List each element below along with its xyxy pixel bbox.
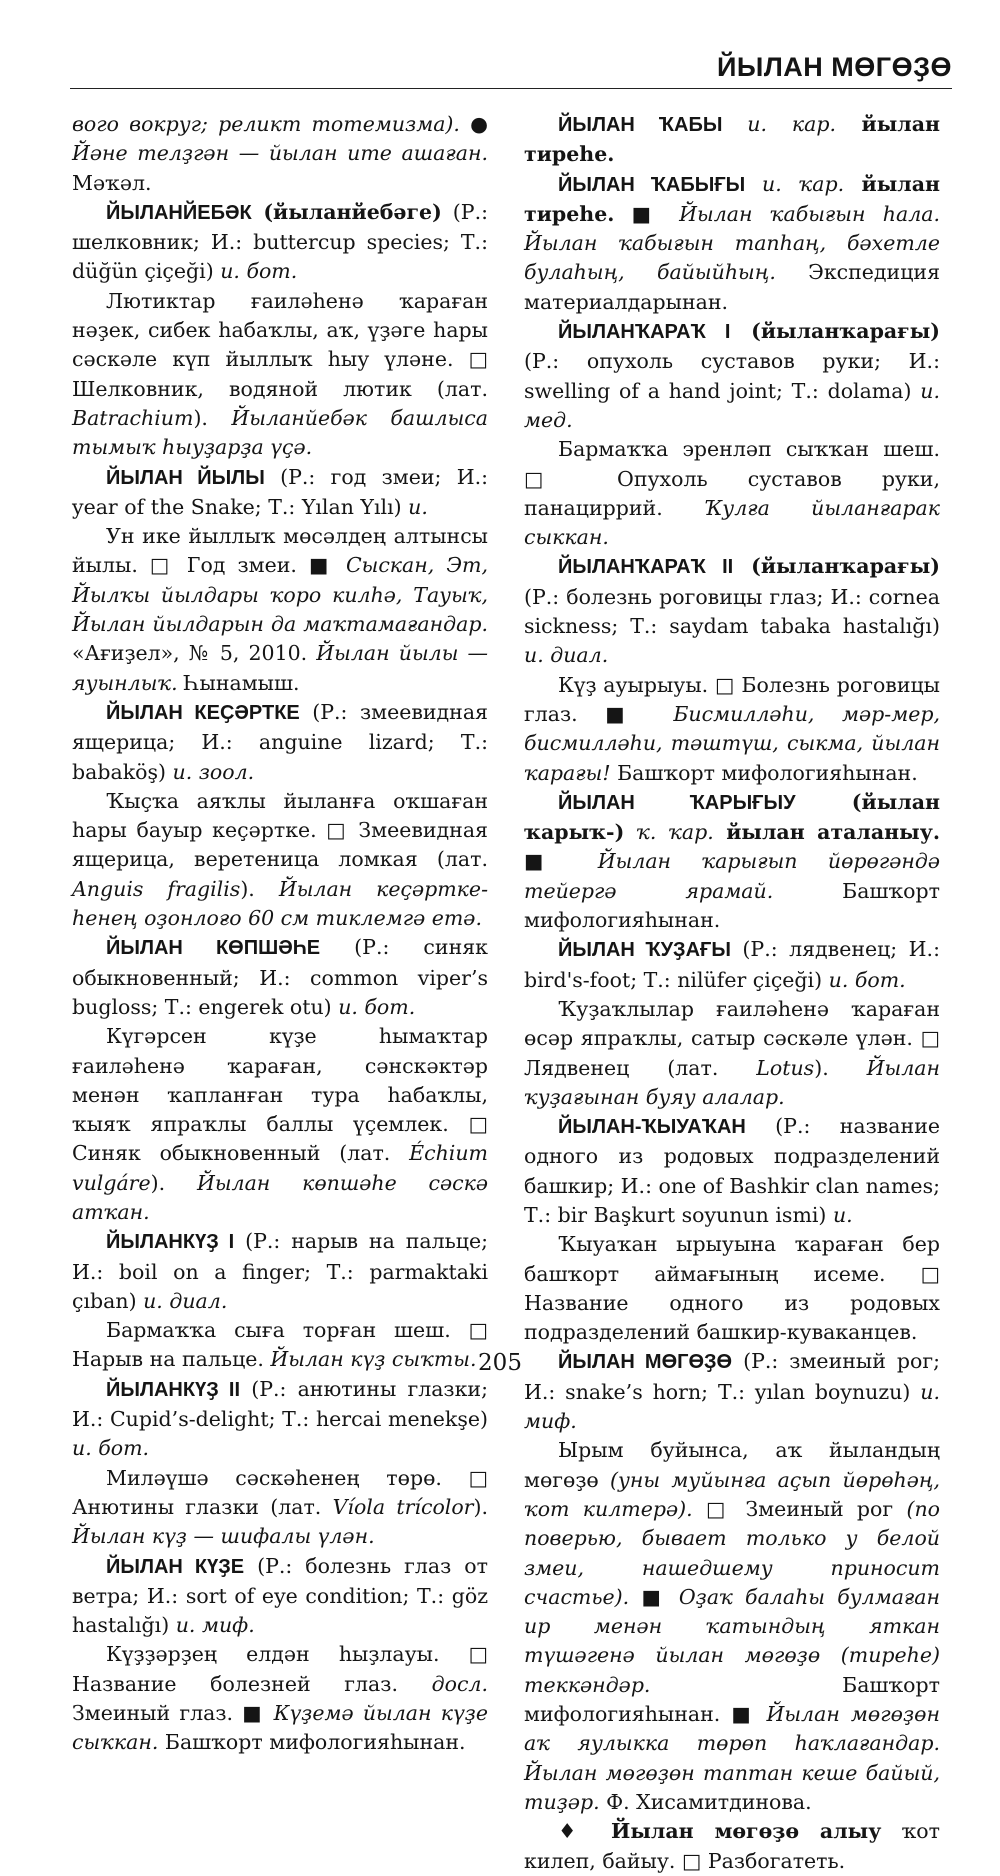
body-text: ■: [614, 201, 680, 226]
italic-text: и. ҡар.: [762, 171, 845, 196]
dictionary-paragraph: [72, 787, 488, 933]
italic-text: Anguis fragilis: [72, 876, 241, 901]
body-text: ■: [524, 849, 598, 874]
dictionary-paragraph: [72, 198, 488, 287]
body-text: Ҡыҫҡа аяҡлы йыланға оҡшаған һары бауыр кеҫәртке. □ Змеевидная ящерица, веретеница ломкая (лат.: [72, 788, 488, 872]
headword: ЙЫЛАН ҠАБЫ: [558, 114, 723, 136]
body-text: (Р.: змеиный рог; И.: snake’s horn; Т.: yılan boynuzu): [524, 1349, 940, 1404]
italic-text: Йылан көпшәһе сәскә атҡан.: [72, 1170, 489, 1224]
body-text: Лютиктар ғаиләһенә ҡараған нәҙек, сибек һабаҡлы, аҡ, үҙәге һары сәскәле күп йыллыҡ һыу үләне. □ Шелковник, водяной лютик (лат.: [72, 288, 488, 401]
left-column: [72, 110, 488, 1758]
dictionary-paragraph: [72, 287, 488, 463]
body-text: (Р.: лядвенец; И.: bird's-foot; Т.: nilüfer çiçeği): [524, 937, 940, 992]
dictionary-paragraph: [72, 698, 488, 787]
headword: ЙЫЛАН ҠАБЫҒЫ: [558, 173, 746, 196]
italic-text: Йылан ҡарығып йөрөгәндә тейергә ярамай.: [524, 849, 941, 903]
body-text: ҡот килеп, байыу. □ Разбогатеть.: [524, 1819, 940, 1873]
italic-text: и. бот.: [72, 1436, 150, 1461]
body-text: ).: [193, 405, 232, 430]
dictionary-paragraph: [72, 1552, 488, 1641]
right-column: [524, 110, 940, 1876]
dictionary-paragraph: [72, 110, 488, 198]
italic-text: и. бот.: [338, 994, 416, 1019]
body-text: Ырым буйынса, аҡ йыландың мөгөҙө: [524, 1438, 940, 1492]
italic-text: Йылан ҡабығын һала. Йылан ҡабығын тапһаң, бәхетле булаһың, байыйһың.: [524, 201, 940, 285]
bold-text: (йыланҡарағы): [730, 319, 940, 344]
italic-text: Йылан кеҫәрткеһенең оҙонлоғо 60 см тиклемгә етә.: [72, 876, 488, 931]
body-text: Һынамыш.: [177, 670, 300, 695]
body-text: Мәҡәл.: [72, 170, 152, 195]
body-text: Ҡыуаҡан ырыуына ҡараған бер башҡорт аймағының исеме. □ Название одного из родовых подразделений башкир-куваканцев.: [524, 1232, 940, 1345]
dictionary-paragraph: [524, 110, 940, 170]
bold-text: йылан тиреһе.: [524, 171, 940, 226]
italic-text: и.: [832, 1202, 853, 1227]
italic-text: Сыскан, Эт, Йылҡы йылдары ҡоро килһә, Тауыҡ, Йылан йылдарын да маҡтамағандар.: [72, 553, 488, 637]
dictionary-paragraph: [72, 522, 488, 698]
bold-text: йылан тиреһе.: [524, 112, 940, 167]
italic-text: и. кар.: [747, 112, 836, 136]
dictionary-paragraph: [524, 788, 940, 935]
running-head: ЙЫЛАН МӨГӨҘӨ: [717, 52, 952, 82]
dictionary-paragraph: [524, 552, 940, 670]
headword: ЙЫЛАН ҠАРЫҒЫУ: [558, 791, 796, 814]
italic-text: и. мед.: [524, 378, 940, 432]
dictionary-paragraph: [72, 1375, 488, 1464]
body-text: ).: [150, 1170, 197, 1195]
dictionary-paragraph: [72, 1227, 488, 1316]
italic-text: и. бот.: [220, 259, 298, 284]
body-text: (Р.: болезнь роговицы глаз; И.: cornea sickness; Т.: saydam tabaka hastalığı): [524, 584, 940, 639]
body-text: (Р.: нарыв на пальце; И.: boil on a finger; Т.: parmaktaki çıban): [72, 1229, 488, 1313]
headword: ЙЫЛАНКҮҘ II: [106, 1378, 241, 1401]
italic-text: Йылан мөгөҙөн аҡ яулыкка төрөп һаҡлағандар. Йылан мөгөҙөн таптан кеше байый, тиҙәр.: [524, 1702, 940, 1814]
bold-text: (йыланйебәге): [251, 199, 442, 224]
dictionary-paragraph: [72, 933, 488, 1022]
dictionary-paragraph: [524, 935, 940, 995]
dictionary-paragraph: [524, 1436, 940, 1817]
header-rule: [70, 88, 952, 89]
italic-text: Бисмилләһи, мәр-мер, бисмилләһи, тәштүш, сыкма, йылан ҡарағы!: [524, 701, 940, 785]
italic-text: Йылан йылы — яуынлыҡ.: [72, 641, 488, 695]
body-text: (Р.: год змеи; И.: year of the Snake; Т.: Yılan Yılı): [72, 464, 488, 519]
body-text: [624, 820, 636, 844]
italic-text: Йыланйебәк башлыса тымыҡ һыуҙарҙа үҫә.: [72, 405, 488, 460]
body-text: Ҡуҙаҡлылар ғаиләһенә ҡараған өсәр япраҡлы, сатыр сәскәле үлән. □ Лядвенец (лат.: [524, 996, 940, 1080]
body-text: Күҙҙәрҙең елдән һыҙлауы. □ Название болезней глаз.: [72, 1642, 488, 1696]
body-text: Ф. Хисамитдинова.: [599, 1789, 812, 1814]
italic-text: и. бот.: [828, 967, 906, 992]
body-text: (Р.: опухоль суставов руки; И.: swelling of a hand joint; Т.: dolama): [524, 349, 940, 403]
bold-text: (йыланҡарағы): [733, 554, 940, 579]
italic-text: (по поверью, бывает только у белой змеи, нашедшему приносит счастье).: [524, 1496, 940, 1609]
dictionary-paragraph: [72, 1464, 488, 1552]
dictionary-paragraph: [524, 995, 940, 1112]
dictionary-paragraph: [524, 1230, 940, 1347]
dictionary-paragraph: [72, 1640, 488, 1757]
dictionary-paragraph: [524, 671, 940, 788]
headword: ЙЫЛАНҠАРАҠ I: [558, 321, 731, 344]
headword: ЙЫЛАН КҮҘЕ: [106, 1555, 245, 1578]
italic-text: Víola trícolor: [332, 1494, 474, 1519]
dictionary-paragraph: [72, 463, 488, 523]
italic-text: Échium vulgáre: [72, 1141, 488, 1195]
body-text: Күҙ ауырыуы. □ Болезнь роговицы глаз. ■: [524, 672, 940, 726]
body-text: [745, 172, 762, 196]
body-text: Башҡорт мифологияһынан.: [610, 760, 918, 785]
headword: ЙЫЛАН МӨГӨҘӨ: [558, 1351, 733, 1374]
body-text: □ Змеиный рог: [692, 1496, 907, 1521]
italic-text: вого вокруг; реликт тотемизма). ● Йәне телҙгән — йылан ите ашаған.: [72, 112, 488, 166]
italic-text: Йылан күҙ — шифалы үлән.: [72, 1524, 375, 1549]
body-text: (Р.: болезнь глаз от ветра; И.: sort of eye condition; Т.: göz hastalığı): [72, 1553, 488, 1638]
body-text: (Р.: шелковник; И.: buttercup species; Т.: düğün çiçeği): [72, 199, 488, 284]
page-number: 205: [478, 1350, 522, 1376]
dictionary-paragraph: [72, 1022, 488, 1227]
body-text: Змеиный глаз. ■: [72, 1701, 274, 1726]
headword: ЙЫЛАН КӨПШӘҺЕ: [106, 937, 321, 960]
italic-text: Lotus: [756, 1055, 815, 1080]
dictionary-paragraph: [524, 317, 940, 435]
italic-text: (уны муйынға аҫып йөрөһәң, ҡот килтерә).: [524, 1467, 940, 1521]
body-text: Башҡорт мифологияһынан.: [524, 878, 940, 933]
body-text: (Р.: синяк обыкновенный; И.: common viper’s bugloss; Т.: engerek otu): [72, 935, 488, 1019]
body-text: ■: [629, 1584, 679, 1609]
dictionary-paragraph: [524, 1817, 940, 1876]
body-text: (Р.: змеевидная ящерица; И.: anguine lizard; Т.: babaköş): [72, 699, 488, 784]
italic-text: Оҙаҡ балаһы булмаған ир менән ҡатындың яткан түшәгенә йылан мөгөҙө (тиреһе) теккәндәр.: [524, 1584, 940, 1697]
italic-text: и. диал.: [524, 643, 609, 668]
body-text: ).: [473, 1494, 488, 1519]
headword: ЙЫЛАН ЙЫЛЫ: [106, 466, 265, 489]
italic-text: Күҙемә йылан күҙе сыҡкан.: [72, 1701, 488, 1755]
body-text: Миләүшә сәскәһенең төрө. □ Анютины глазки (лат.: [72, 1465, 488, 1519]
body-text: ).: [240, 876, 279, 901]
headword: ЙЫЛАНҠАРАҠ II: [558, 556, 734, 579]
headword: ЙЫЛАНКҮҘ I: [106, 1231, 235, 1254]
body-text: (Р.: анютины глазки; И.: Cupid’s-delight; Т.: hercai menekşe): [72, 1376, 488, 1432]
body-text: (Р.: название одного из родовых подразделений башкир; И.: one of Bashkir clan names; Т.: bir Başkurt soyunun ismi): [524, 1114, 940, 1227]
italic-text: и.: [408, 494, 428, 519]
italic-text: Йылан күҙ сыҡты.: [270, 1347, 477, 1372]
bold-text: йылан аталаныу.: [713, 820, 940, 845]
dictionary-paragraph: [524, 1112, 940, 1230]
body-text: ).: [814, 1055, 867, 1080]
italic-text: и. миф.: [524, 1379, 940, 1434]
italic-text: и. зоол.: [172, 759, 255, 784]
italic-text: Йылан ҡуҙағынан буяу алалар.: [524, 1055, 941, 1109]
body-text: «Ағиҙел», № 5, 2010.: [72, 641, 317, 666]
headword: ЙЫЛАНЙЕБӘК: [106, 201, 252, 224]
italic-text: досл.: [431, 1671, 488, 1696]
body-text: Бармаҡҡа эренләп сыҡҡан шеш. □ Опухоль суставов руки, панациррий.: [524, 437, 940, 520]
italic-text: и. диал.: [143, 1288, 228, 1313]
italic-text: Ҡулға йыланғарак сыккан.: [524, 495, 940, 550]
body-text: Башҡорт мифологияһынан.: [158, 1730, 466, 1755]
headword: ЙЫЛАН-ҠЫУАҠАН: [558, 1116, 746, 1139]
body-text: [722, 112, 747, 136]
body-text: Экспедиция материалдарынан.: [524, 260, 940, 314]
italic-text: и. миф.: [175, 1613, 255, 1638]
headword: ЙЫЛАН КЕҪӘРТКЕ: [106, 701, 300, 724]
body-text: Күгәрсен күҙе һымаҡтар ғаиләһенә ҡараған, сәнскәктәр менән ҡапланған тура һабаҡлы, ҡыяҡ япраҡлы баллы үҫемлек. □ Синяк обыкновенный (лат.: [72, 1024, 488, 1166]
body-text: Бармаҡҡа сыға торған шеш. □ Нарыв на пальце.: [72, 1318, 488, 1372]
body-text: Ун ике йыллыҡ мөсәлдең алтынсы йылы. □ Год змеи. ■: [72, 524, 488, 578]
headword: ЙЫЛАН ҠУҘАҒЫ: [558, 939, 731, 962]
italic-text: ҡ. ҡар.: [636, 820, 714, 845]
bold-text: (йылан ҡарыҡ-): [524, 789, 940, 845]
body-text: Башҡорт мифологияһынан. ■: [524, 1672, 940, 1727]
dictionary-paragraph: [524, 170, 940, 317]
dictionary-paragraph: [524, 435, 940, 552]
italic-text: Batrachium: [72, 405, 194, 430]
bold-text: ♦ Йылан мөгөҙө алыу: [558, 1819, 882, 1844]
